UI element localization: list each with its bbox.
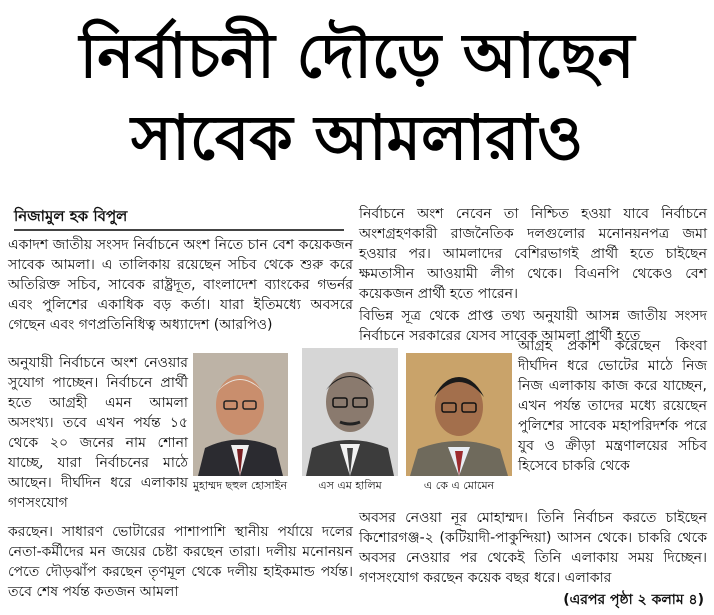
right-paragraph-1: নির্বাচনে অংশ নেবেন তা নিশ্চিত হওয়া যাবে নির্বাচনে অংশগ্রহণকারী রাজনৈতিক দলগুলোর মনোনয়নপত্র জমা হওয়ার পর। আমলাদের বেশিরভাগই প্রার্থী হতে চাইছেন ক্ষমতাসীন আওয়ামী লীগ থেকে। বিএনপি থেকেও বেশ কয়েকজন প্রার্থী হতে পারেন। [359,206,707,302]
right-column-top-text [359,204,707,348]
continuation-note: (এরপর পৃষ্ঠা ২ কলাম ৪) [563,592,704,608]
headline-line-1: নির্বাচনী দৌড়ে আছেন [79,19,635,92]
headline-line-2: সাবেক আমলারাও [131,101,583,174]
portrait-photo-1 [193,353,288,476]
right-paragraph-2: বিভিন্ন সূত্র থেকে প্রাপ্ত তথ্য অনুযায়ী আসন্ন জাতীয় সংসদ নির্বাচনে সরকারের যেসব সাবেক আমলা প্রার্থী হতে [359,308,707,344]
left-column-bottom-text: করছেন। সাধারণ ভোটারের পাশাপাশি স্থানীয় পর্যায়ে দলের নেতা-কর্মীদের মন জয়ের চেষ্টা করছেন তারা। দলীয় মনোনয়ন পেতে দৌড়ঝাঁপ করছেন তৃণমূল থেকে দলীয় হাইকমান্ড পর্যন্ত। তবে শেষ পর্যন্ত কতজন আমলা [8,524,353,600]
portrait-photo-3 [406,353,512,476]
photo-caption-3: এ কে এ মোমেন [423,479,495,492]
byline: নিজামুল হক বিপুল [14,205,344,231]
left-column-top-text: একাদশ জাতীয় সংসদ নির্বাচনে অংশ নিতে চান বেশ কয়েকজন সাবেক আমলা। এ তালিকায় রয়েছেন সচিব থেকে শুরু করে অতিরিক্ত সচিব, সাবেক রাষ্ট্রদূত, বাংলাদেশ ব্যাংকের গভর্নর এবং পুলিশের একাধিক বড় কর্তা। যারা ইতিমধ্যে অবসরে গেছেন এবং গণপ্রতিনিধিত্ব অধ্যাদেশ (আরপিও) [8,237,353,333]
photo-caption-2: এস এম হালিম [318,479,382,492]
left-column-mid-text: অনুযায়ী নির্বাচনে অংশ নেওয়ার সুযোগ পাচ্ছেন। নির্বাচনে প্রার্থী হতে আগ্রহী এমন আমলা অসংখ্য। তবে এখন পর্যন্ত ১৫ থেকে ২০ জনের নাম শোনা যাচ্ছে, যারা নির্বাচনের মাঠে আছেন। দীর্ঘদিন ধরে এলাকায় গণসংযোগ [8,355,188,511]
photo-caption-1: মুহাম্মদ ছহুল হোসাইন [192,479,288,492]
right-column-bottom-text: অবসর নেওয়া নূর মোহাম্মদ। তিনি নির্বাচন করতে চাইছেন কিশোরগঞ্জ-২ (কটিয়াদী-পাকুন্দিয়া) আসন থেকে। চাকরি থেকে অবসর নেওয়ার পর থেকেই তিনি এলাকায় সময় দিচ্ছেন। গণসংযোগ করছেন কয়েক বছর ধরে। এলাকার [359,510,707,586]
portrait-photo-2 [302,348,398,476]
right-column-mid-text: আগ্রহ প্রকাশ করেছেন কিংবা দীর্ঘদিন ধরে ভোটের মাঠে নিজ নিজ এলাকায় কাজ করে যাচ্ছেন, এখন পর্যন্ত তাদের মধ্যে রয়েছেন পুলিশের সাবেক মহাপরিদর্শক পরে যুব ও ক্রীড়া মন্ত্রণালয়ের সচিব হিসেবে চাকরি থেকে [518,338,707,474]
